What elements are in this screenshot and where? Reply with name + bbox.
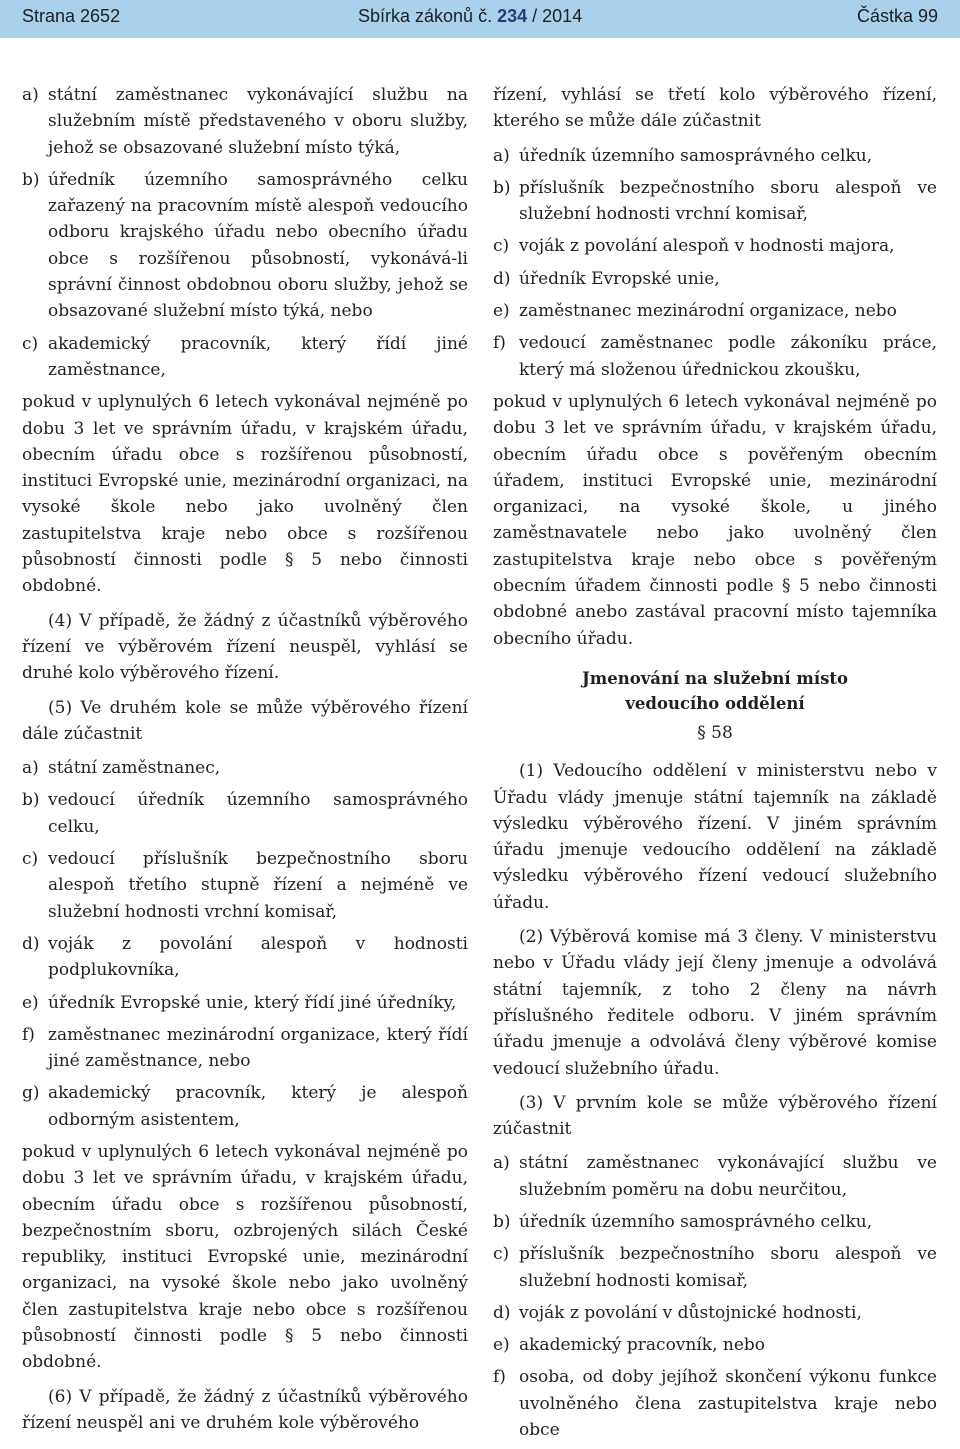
paragraph-1: (1) Vedoucího oddělení v ministerstvu nebo v Úřadu vlády jmenuje státní tajemník na základě výsledku výběrového řízení. V jiném správním úřadu jmenuje vedoucího oddělení na základě výsledku výběrového řízení vedoucí služebního úřadu. [493,761,937,913]
item-label: a) [22,758,39,779]
heading-line-1: Jmenování na služební místo [581,668,849,688]
item-text: voják z povolání v důstojnické hodnosti, [519,1302,862,1323]
list-item [22,755,468,781]
item-text: zaměstnanec mezinárodní organizace, nebo [519,301,897,322]
collection-label: Sbírka zákonů č. [358,6,493,26]
collection-title [358,6,582,27]
item-label: c) [22,849,39,870]
item-text: osoba, od doby jejíhož skončení výkonu funkce uvolněného člena zastupitelstva kraje nebo obce [519,1367,937,1441]
list-item [22,990,468,1016]
item-label: d) [22,933,40,954]
item-label: c) [493,1244,510,1265]
item-label: e) [493,1335,510,1356]
list-item [22,787,468,840]
item-text: státní zaměstnanec vykonávající službu ve služebním poměru na dobu neurčitou, [519,1153,937,1200]
paragraph: řízení, vyhlásí se třetí kolo výběrového řízení, kterého se může dále zúčastnit [493,85,937,132]
item-text: příslušník bezpečnostního sboru alespoň ve služební hodnosti komisař, [519,1244,937,1291]
paragraph: pokud v uplynulých 6 letech vykonával nejméně po dobu 3 let ve správním úřadu, v krajském úřadu, obecním úřadu obce s rozšířenou působností, instituci Evropské unie, mezinárodní organizaci, na vysoké škole nebo jako uvolněný člen zastupitelstva kraje nebo obce s rozšířenou působností činnosti podle § 5 nebo činnosti obdobné. [22,392,468,597]
list-item [493,1209,937,1235]
item-text: úředník územního samosprávného celku zařazený na pracovním místě alespoň vedoucího odboru krajského úřadu nebo obecního úřadu obce s rozšířenou působností, vykonává-li správní činnost obdobnou oboru služby, jehož se obsazované služební místo týká, nebo [48,169,468,322]
list-item [22,167,468,325]
item-label: b) [493,177,511,198]
page-header [0,0,960,38]
item-label: d) [493,268,511,289]
item-text: voják z povolání alespoň v hodnosti majora, [519,236,895,257]
part-number: Částka 99 [856,6,938,26]
list-item [493,330,937,383]
item-label: b) [22,169,40,190]
item-label: a) [493,145,510,166]
item-text: vedoucí zaměstnanec podle zákoníku práce, který má složenou úřednickou zkoušku, [519,333,937,380]
paragraph-2: (2) Výběrová komise má 3 členy. V ministerstvu nebo v Úřadu vlády její členy jmenuje a odvolává státní tajemník, z toho 2 členy na návrh příslušného ředitele odboru. V jiném správním úřadu jmenuje a odvolává členy výběrové komise vedoucí služebního úřadu. [493,927,937,1079]
paragraph: pokud v uplynulých 6 letech vykonával nejméně po dobu 3 let ve správním úřadu, v krajském úřadu, obecním úřadu obce s rozšířenou působností, bezpečnostním sboru, ozbrojených silách České republiky, instituci Evropské unie, mezinárodní organizaci, na vysoké škole nebo jako uvolněný člen zastupitelstva kraje nebo obce s rozšířenou působností činnosti podle § 5 nebo činnosti obdobné. [22,1141,468,1373]
item-label: e) [22,992,39,1013]
item-text: akademický pracovník, který je alespoň odborným asistentem, [48,1083,468,1130]
list-item [22,931,468,984]
section-number: § 58 [697,722,733,743]
list-item [493,233,937,259]
list-item [493,143,937,169]
collection-number: 234 [497,6,528,26]
item-label: c) [22,333,39,354]
list-item [493,1241,937,1294]
item-label: e) [493,301,510,322]
item-text: akademický pracovník, který řídí jiné zaměstnance, [48,333,468,380]
paragraph-5: (5) Ve druhém kole se může výběrového řízení dále zúčastnit [22,697,468,744]
left-items-1 [22,82,468,383]
heading-line-2: vedoucího oddělení [625,693,805,713]
page-number: Strana 2652 [22,6,121,26]
list-item [493,1150,937,1203]
list-item [22,82,468,161]
item-text: akademický pracovník, nebo [519,1335,766,1356]
item-label: f) [493,1367,506,1388]
right-items-1 [493,143,937,383]
item-label: b) [493,1211,511,1232]
list-item [493,1332,937,1358]
list-item [493,1300,937,1326]
list-item [22,846,468,925]
list-item [22,331,468,384]
item-text: vedoucí úředník územního samosprávného celku, [48,790,468,837]
left-items-2 [22,755,468,1133]
paragraph-4: (4) V případě, že žádný z účastníků výběrového řízení ve výběrovém řízení neuspěl, vyhlásí se druhé kolo výběrového řízení. [22,610,468,684]
left-column [22,82,468,1444]
item-label: f) [22,1024,35,1045]
item-label: a) [493,1153,510,1174]
item-text: vedoucí příslušník bezpečnostního sboru alespoň třetího stupně řízení a nejméně ve služební hodnosti vrchní komisař, [48,849,468,922]
item-label: d) [493,1302,511,1323]
item-text: státní zaměstnanec vykonávající službu na služebním místě představeného v oboru služby, jehož se obsazované služební místo týká, [48,85,468,158]
item-text: úředník územního samosprávného celku, [519,1211,873,1232]
item-label: g) [22,1083,40,1104]
paragraph-6: (6) V případě, že žádný z účastníků výběrového řízení neuspěl ani ve druhém kole výběrového [22,1386,468,1433]
item-text: příslušník bezpečnostního sboru alespoň ve služební hodnosti vrchní komisař, [519,177,937,225]
item-text: voják z povolání alespoň v hodnosti podplukovníka, [48,933,468,981]
list-item [22,1022,468,1075]
paragraph: pokud v uplynulých 6 letech vykonával nejméně po dobu 3 let ve správním úřadu, v krajském úřadu, obecním úřadu obce s pověřeným obecním úřadem, instituci Evropské unie, mezinárodní organizaci, na vysoké škole, u jiného zaměstnavatele nebo jako uvolněný člen zastupitelstva kraje nebo obce s pověřeným obecním úřadem činnosti podle § 5 nebo činnosti obdobné anebo zastával pracovní místo tajemníka obecního úřadu. [493,391,937,649]
collection-year: / 2014 [532,6,583,26]
right-column [493,82,937,1449]
item-label: c) [493,236,510,257]
right-items-2 [493,1150,937,1443]
item-text: úředník Evropské unie, [519,268,720,289]
list-item [493,175,937,228]
item-text: zaměstnanec mezinárodní organizace, který řídí jiné zaměstnance, nebo [48,1024,468,1072]
item-text: úředník územního samosprávného celku, [519,145,873,166]
item-text: státní zaměstnanec, [48,758,221,779]
item-label: a) [22,85,39,105]
section-heading [493,666,937,716]
list-item [493,266,937,292]
item-label: b) [22,790,40,811]
paragraph-3: (3) V prvním kole se může výběrového řízení zúčastnit [493,1092,937,1140]
list-item [493,298,937,324]
list-item [22,1080,468,1133]
item-label: f) [493,333,506,354]
item-text: úředník Evropské unie, který řídí jiné úředníky, [48,992,457,1013]
list-item [493,1364,937,1443]
